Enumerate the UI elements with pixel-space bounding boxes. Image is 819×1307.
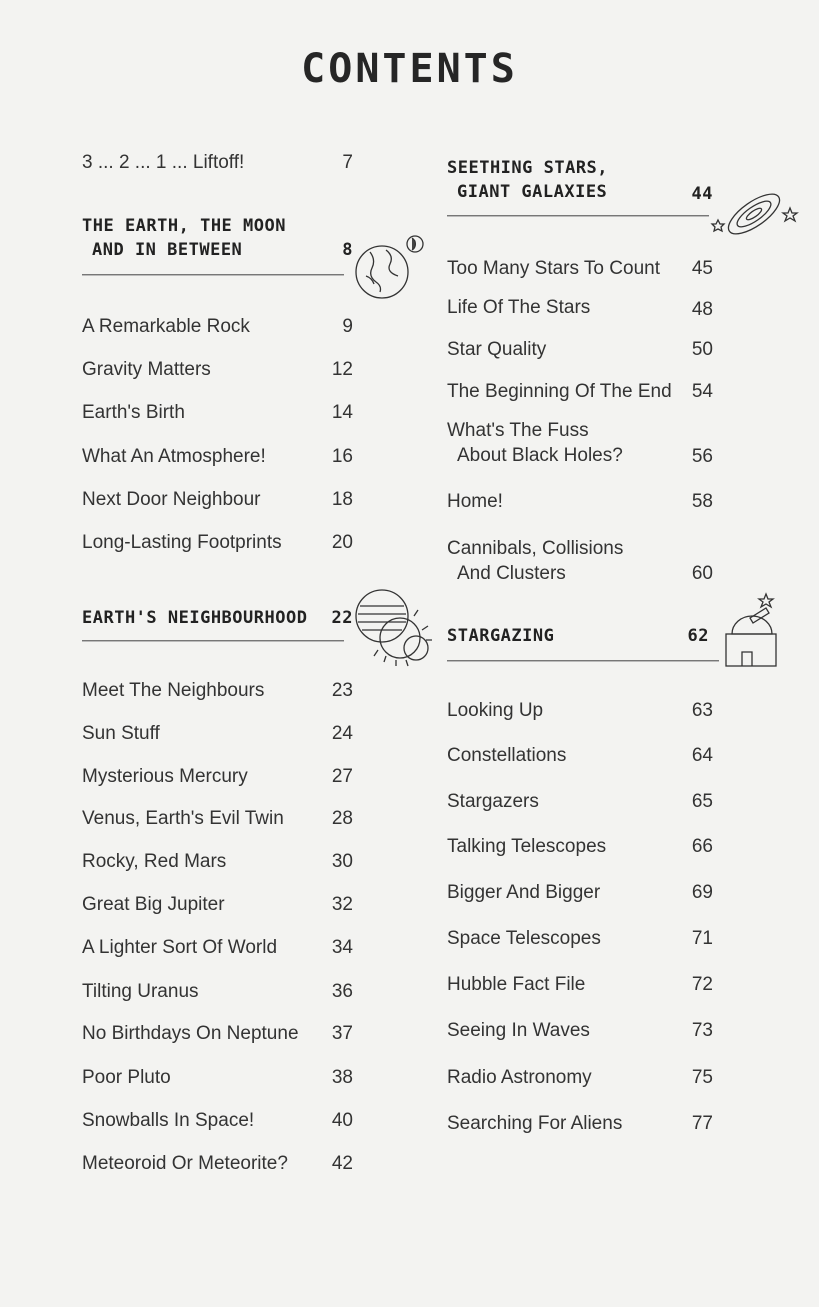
entry-page: 66 (691, 836, 713, 857)
entry-title: Meet The Neighbours (82, 680, 265, 701)
section-page: 22 (331, 608, 353, 628)
entry-page: 37 (331, 1023, 353, 1044)
section-title-line1: THE EARTH, THE MOON (82, 216, 286, 236)
entry-page: 45 (691, 258, 713, 279)
section-title: EARTH'S NEIGHBOURHOOD (82, 608, 308, 628)
entry-page: 48 (691, 299, 713, 320)
entry-page: 54 (691, 381, 713, 402)
entry-title: Earth's Birth (82, 402, 185, 423)
entry-title-line2: About Black Holes? (457, 445, 623, 466)
entry-page: 30 (331, 851, 353, 872)
entry-title: The Beginning Of The End (447, 381, 672, 402)
entry-title: Home! (447, 491, 503, 512)
page-title: CONTENTS (301, 46, 518, 92)
entry-title: Star Quality (447, 339, 547, 360)
entry-title: Venus, Earth's Evil Twin (82, 808, 284, 829)
entry-page: 34 (331, 937, 353, 958)
entry-page: 12 (331, 359, 353, 380)
entry-title: 3 ... 2 ... 1 ... Liftoff! (82, 152, 245, 173)
entry-title: Meteoroid Or Meteorite? (82, 1153, 288, 1174)
entry-page: 38 (331, 1067, 353, 1088)
entry-title: Too Many Stars To Count (447, 258, 660, 279)
entry-page: 69 (691, 882, 713, 903)
entry-title: No Birthdays On Neptune (82, 1023, 299, 1044)
entry-page: 18 (331, 489, 353, 510)
entry-page: 73 (691, 1020, 713, 1041)
entry-page: 60 (691, 563, 713, 584)
section-title-line2: AND IN BETWEEN (92, 240, 243, 260)
entry-page: 14 (331, 402, 353, 423)
entry-title: Sun Stuff (82, 723, 160, 744)
entry-page: 27 (331, 766, 353, 787)
section-divider (82, 640, 344, 642)
entry-title: A Lighter Sort Of World (82, 937, 278, 958)
entry-title: Mysterious Mercury (82, 766, 248, 787)
entry-title: Rocky, Red Mars (82, 851, 227, 872)
entry-page: 58 (691, 491, 713, 512)
entry-page: 16 (331, 446, 353, 467)
entry-title: Talking Telescopes (447, 836, 607, 857)
section-divider (447, 215, 709, 217)
entry-page: 64 (691, 745, 713, 766)
planets-sun-icon (352, 586, 432, 664)
entry-title: Snowballs In Space! (82, 1110, 255, 1131)
section-page: 62 (687, 626, 709, 646)
entry-title-line1: What's The Fuss (447, 420, 589, 441)
entry-title: Hubble Fact File (447, 974, 586, 995)
entry-page: 20 (331, 532, 353, 553)
entry-title-line2: And Clusters (457, 563, 566, 584)
entry-title: Bigger And Bigger (447, 882, 601, 903)
entry-title: Constellations (447, 745, 567, 766)
entry-page: 42 (331, 1153, 353, 1174)
entry-title: A Remarkable Rock (82, 316, 250, 337)
entry-title: Stargazers (447, 791, 539, 812)
entry-title: Searching For Aliens (447, 1113, 623, 1134)
section-divider (82, 274, 344, 276)
entry-title: Space Telescopes (447, 928, 601, 949)
earth-moon-icon (352, 230, 428, 302)
section-page: 44 (691, 184, 713, 204)
section-title-line2: GIANT GALAXIES (457, 182, 608, 202)
entry-page: 72 (691, 974, 713, 995)
entry-title: Great Big Jupiter (82, 894, 225, 915)
entry-title: Looking Up (447, 700, 544, 721)
entry-title-line1: Cannibals, Collisions (447, 538, 624, 559)
section-divider (447, 660, 719, 662)
entry-title: What An Atmosphere! (82, 446, 266, 467)
entry-title: Radio Astronomy (447, 1067, 592, 1088)
entry-page: 23 (331, 680, 353, 701)
entry-title: Poor Pluto (82, 1067, 171, 1088)
entry-page: 36 (331, 981, 353, 1002)
entry-page: 7 (342, 152, 353, 173)
entry-page: 56 (691, 446, 713, 467)
entry-title: Seeing In Waves (447, 1020, 590, 1041)
entry-page: 9 (342, 316, 353, 337)
entry-title: Next Door Neighbour (82, 489, 261, 510)
entry-page: 75 (691, 1067, 713, 1088)
galaxy-icon (706, 188, 798, 242)
section-title: STARGAZING (447, 626, 555, 646)
entry-page: 63 (691, 700, 713, 721)
observatory-icon (722, 590, 784, 670)
entry-page: 28 (331, 808, 353, 829)
section-title-line1: SEETHING STARS, (447, 158, 609, 178)
section-page: 8 (342, 240, 353, 260)
entry-title: Life Of The Stars (447, 297, 591, 318)
entry-page: 65 (691, 791, 713, 812)
entry-page: 77 (691, 1113, 713, 1134)
entry-page: 24 (331, 723, 353, 744)
entry-page: 40 (331, 1110, 353, 1131)
entry-title: Long-Lasting Footprints (82, 532, 282, 553)
entry-title: Tilting Uranus (82, 981, 199, 1002)
entry-title: Gravity Matters (82, 359, 211, 380)
entry-page: 71 (691, 928, 713, 949)
entry-page: 50 (691, 339, 713, 360)
entry-page: 32 (331, 894, 353, 915)
